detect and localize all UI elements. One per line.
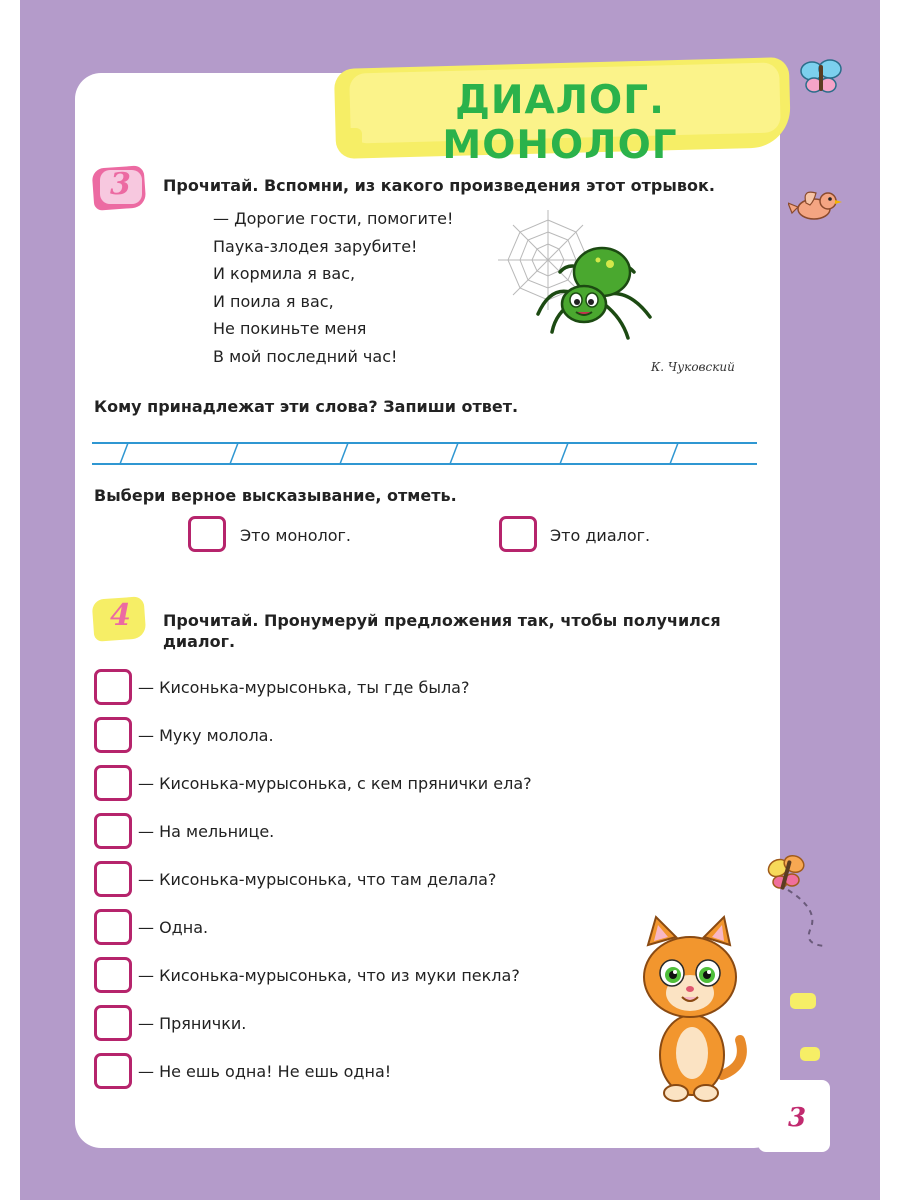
page-title: ДИАЛОГ. МОНОЛОГ	[442, 78, 678, 168]
poem-line: Не покиньте меня	[213, 319, 367, 338]
dialog-line-checkbox[interactable]	[94, 909, 132, 945]
task4-instruction	[163, 610, 758, 652]
dialog-line: — Муку молола.	[138, 726, 274, 745]
poem-line: И кормила я вас,	[213, 264, 356, 283]
dialog-line-checkbox[interactable]	[94, 669, 132, 705]
page-number: 3	[788, 1103, 807, 1133]
butterfly-icon	[798, 55, 846, 99]
dialog-line: — Кисонька-мурысонька, что там делала?	[138, 870, 497, 889]
dialog-line: — Кисонька-мурысонька, ты где была?	[138, 678, 470, 697]
butterfly-icon	[760, 850, 840, 950]
task3-instruction: Прочитай. Вспомни, из какого произведения этот отрывок.	[163, 176, 715, 195]
poem-line: — Дорогие гости, помогите!	[213, 209, 454, 228]
task4-instruction-line1: Прочитай. Пронумеруй предложения так, чтобы получился	[163, 611, 721, 630]
task3-question: Кому принадлежат эти слова? Запиши ответ.	[94, 397, 519, 416]
dialog-line: — Кисонька-мурысонька, что из муки пекла?	[138, 966, 520, 985]
dialog-line-checkbox[interactable]	[94, 765, 132, 801]
dialog-line-checkbox[interactable]	[94, 861, 132, 897]
dialog-line: — Кисонька-мурысонька, с кем прянички ела?	[138, 774, 532, 793]
poem	[213, 205, 453, 370]
poem-line: Паука-злодея зарубите!	[213, 236, 418, 256]
dialog-line-checkbox[interactable]	[94, 1053, 132, 1089]
task4-instruction-line2: диалог.	[163, 632, 236, 651]
dialog-line: — На мельнице.	[138, 822, 275, 841]
decor-bar	[800, 1047, 820, 1061]
dialog-line-checkbox[interactable]	[94, 717, 132, 753]
option-monolog-checkbox[interactable]	[188, 516, 226, 552]
option-monolog-label: Это монолог.	[240, 526, 351, 545]
spider-icon	[530, 232, 660, 347]
decor-bar	[790, 993, 816, 1009]
task4-number: 4	[110, 598, 131, 633]
poem-line: В мой последний час!	[213, 346, 398, 366]
kitten-icon	[630, 915, 750, 1105]
dialog-line: — Прянички.	[138, 1014, 247, 1033]
dialog-line-checkbox[interactable]	[94, 957, 132, 993]
bird-icon	[788, 185, 842, 229]
poem-line: И поила я вас,	[213, 291, 334, 311]
dialog-line-checkbox[interactable]	[94, 1005, 132, 1041]
poem-author: К. Чуковский	[651, 360, 735, 374]
answer-writing-lines[interactable]	[92, 440, 757, 470]
dialog-line: — Не ешь одна! Не ешь одна!	[138, 1062, 392, 1081]
task3-choose: Выбери верное высказывание, отметь.	[94, 486, 457, 505]
dialog-line-checkbox[interactable]	[94, 813, 132, 849]
dialog-line: — Одна.	[138, 918, 209, 937]
task3-number: 3	[110, 167, 131, 202]
option-dialog-checkbox[interactable]	[499, 516, 537, 552]
option-dialog-label: Это диалог.	[550, 526, 651, 545]
